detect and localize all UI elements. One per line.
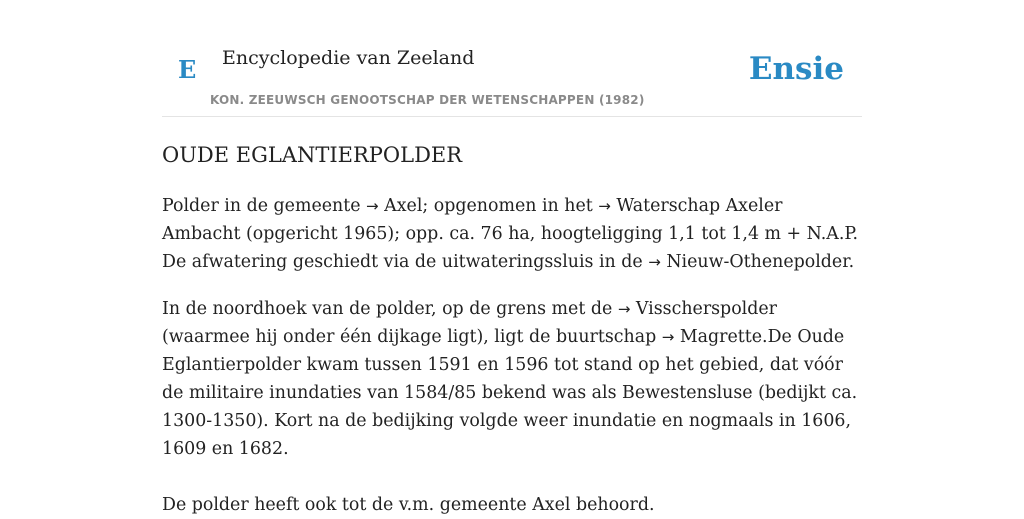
ensie-brand-link[interactable]: Ensie (748, 51, 844, 87)
paragraph-text: .De Oude Eglantierpolder kwam tussen 1591 en 1596 tot stand op het gebied, dat vóór de militaire inundaties van 1584/85 bekend was als Bewestensluse (bedijkt ca. 1300-1350). Kort na de bedijking volgde weer inundatie en nogmaals in 1606, 1609 en 1682. (162, 327, 858, 459)
paragraph-text: Polder in de gemeente (162, 196, 367, 216)
xref-label: Nieuw-Othenepolder (666, 252, 849, 272)
xref-link-magrette[interactable] (662, 327, 762, 347)
xref-label: Waterschap Axeler Ambacht (162, 196, 783, 244)
arrow-right-icon: → (598, 197, 611, 215)
paragraph-1 (162, 192, 866, 276)
xref-label: Visscherspolder (635, 299, 777, 319)
arrow-right-icon: → (648, 253, 661, 271)
xref-link-visscherspolder[interactable] (618, 299, 777, 319)
encyclopedia-title-link[interactable]: Encyclopedie van Zeeland (222, 47, 475, 69)
paragraph-text: In de noordhoek van de polder, op de grens met de (162, 299, 618, 319)
site-header (162, 0, 862, 117)
xref-label: Magrette (679, 327, 763, 347)
paragraph-text: ; opgenomen in het (422, 196, 599, 216)
xref-link-axel[interactable] (366, 196, 422, 216)
article-body (162, 138, 866, 519)
arrow-right-icon: → (366, 197, 379, 215)
publisher-label: KON. ZEEUWSCH GENOOTSCHAP DER WETENSCHAPPEN (1982) (210, 93, 645, 107)
arrow-right-icon: → (661, 328, 675, 346)
xref-link-nieuw-othenepolder[interactable] (648, 252, 848, 272)
arrow-right-icon: → (617, 300, 631, 318)
paragraph-2 (162, 295, 866, 463)
paragraph-text: (waarmee hij onder één dijkage ligt), ligt de buurtschap (162, 327, 662, 347)
paragraph-text: . (848, 252, 855, 272)
paragraph-3: De polder heeft ook tot de v.m. gemeente Axel behoord. (162, 495, 655, 515)
article-title: OUDE EGLANTIERPOLDER (162, 143, 463, 167)
xref-label: Axel (384, 196, 423, 216)
paragraph-text: (opgericht 1965); opp. ca. 76 ha, hoogteligging 1,1 tot 1,4 m + N.A.P. De afwatering geschiedt via de uitwateringssluis in de (162, 224, 859, 272)
encyclopedia-logo-icon[interactable]: E (178, 55, 197, 84)
